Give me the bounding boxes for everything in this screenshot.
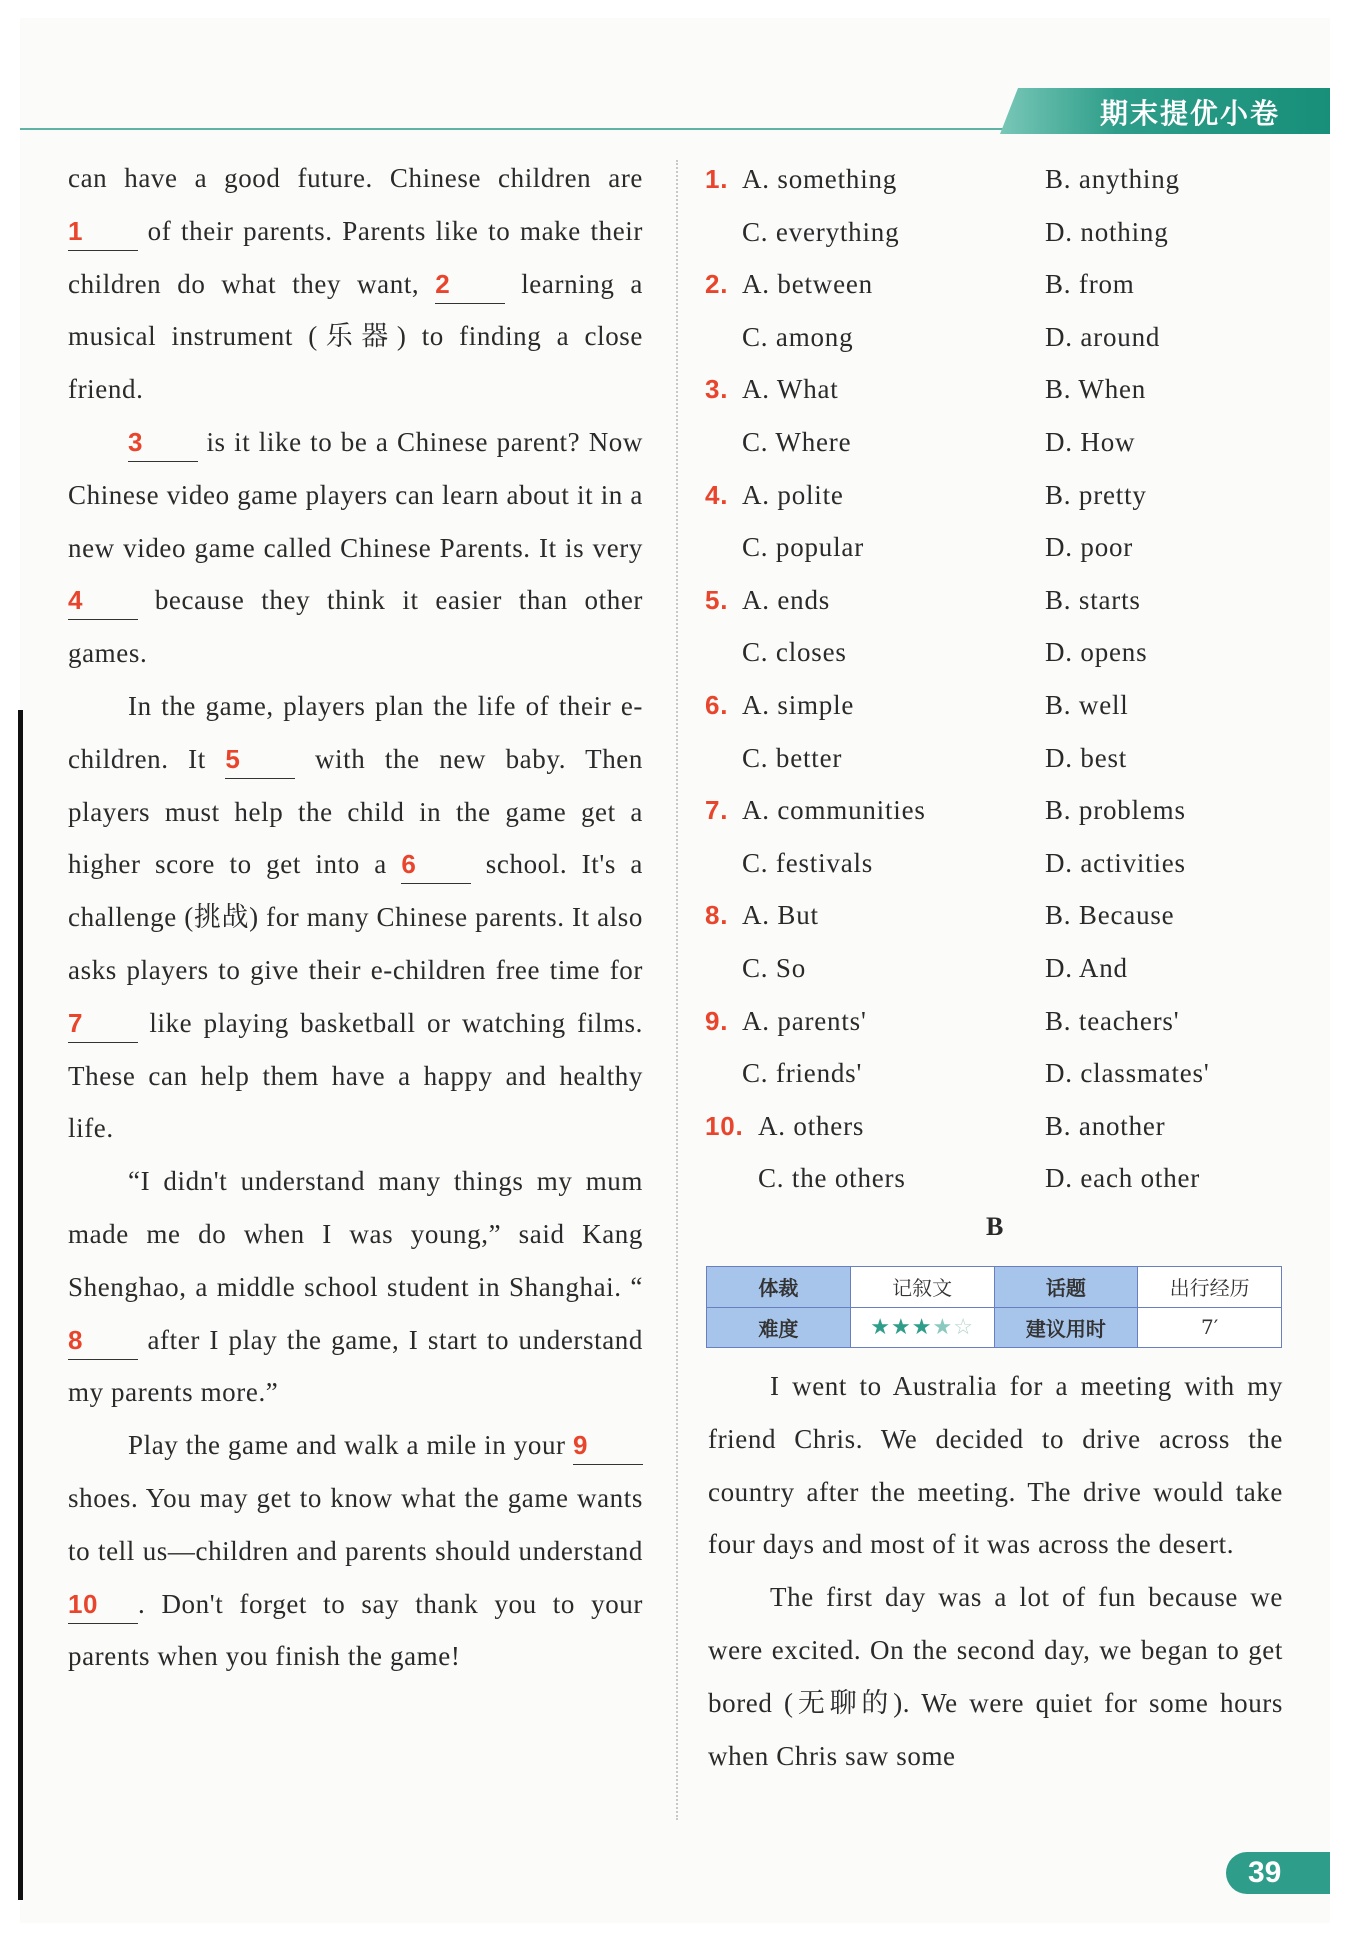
topic-label: 话题 bbox=[994, 1267, 1138, 1308]
option-a: A. But bbox=[742, 900, 819, 931]
option-row bbox=[705, 1047, 1305, 1100]
difficulty-label: 难度 bbox=[707, 1307, 851, 1348]
blank-3: 3 bbox=[128, 423, 198, 462]
option-c: C. everything bbox=[742, 216, 900, 247]
option-c: C. the others bbox=[758, 1163, 906, 1194]
star-half-icon: ★ bbox=[932, 1314, 954, 1340]
option-row bbox=[705, 679, 1305, 732]
genre-label: 体裁 bbox=[707, 1267, 851, 1308]
option-c: C. So bbox=[742, 952, 807, 983]
passage-info-table bbox=[706, 1266, 1282, 1348]
option-d: D. best bbox=[1045, 742, 1128, 773]
star-full-icon: ★ bbox=[911, 1314, 933, 1340]
passage-text: school. It's a challenge (挑战) for many Chinese parents. It also asks players to give their e-children free time for bbox=[68, 849, 643, 985]
blank-10: 10 bbox=[68, 1585, 138, 1624]
passage-text: like playing basketball or watching films. These can help them have a happy and healthy life. bbox=[68, 1007, 643, 1144]
option-row bbox=[705, 995, 1305, 1048]
star-rating-icons bbox=[870, 1315, 974, 1340]
option-a: A. something bbox=[742, 164, 898, 194]
passage-paragraph bbox=[68, 1419, 643, 1683]
option-a: A. communities bbox=[742, 795, 926, 826]
time-value: 7′ bbox=[1138, 1307, 1282, 1348]
option-d: D. each other bbox=[1045, 1163, 1201, 1194]
option-row bbox=[705, 732, 1305, 785]
option-d: D. activities bbox=[1045, 847, 1186, 878]
question-number: 6. bbox=[705, 689, 729, 720]
passage-text: “I didn't understand many things my mum made me do when I was young,” said Kang Shenghao, a middle school student in Shanghai. “ bbox=[68, 1166, 643, 1302]
blank-7: 7 bbox=[68, 1004, 138, 1043]
cloze-passage bbox=[68, 152, 643, 1683]
star-full-icon: ★ bbox=[870, 1314, 892, 1340]
option-c: C. festivals bbox=[742, 847, 874, 878]
passage-paragraph bbox=[68, 416, 643, 680]
option-row bbox=[705, 206, 1305, 259]
option-row bbox=[705, 521, 1305, 574]
option-b: B. Because bbox=[1045, 900, 1175, 931]
passage-text: because they think it easier than other games. bbox=[68, 585, 643, 669]
question-number: 2. bbox=[705, 269, 729, 300]
passage-text: shoes. You may get to know what the game wants to tell us—children and parents should understand bbox=[68, 1482, 643, 1566]
genre-value: 记叙文 bbox=[850, 1267, 994, 1308]
option-row bbox=[705, 942, 1305, 995]
passage-paragraph bbox=[68, 680, 643, 1155]
column-divider bbox=[676, 160, 678, 1820]
page-number: 39 bbox=[1226, 1852, 1330, 1894]
option-a: A. others bbox=[758, 1110, 865, 1141]
option-c: C. popular bbox=[742, 532, 864, 563]
option-row bbox=[705, 416, 1305, 469]
question-number: 8. bbox=[705, 900, 729, 931]
passage-text: . Don't forget to say thank you to your parents when you finish the game! bbox=[68, 1588, 643, 1672]
option-row bbox=[705, 153, 1305, 206]
header-title: 期末提优小卷 bbox=[1100, 97, 1281, 130]
question-number: 4. bbox=[705, 479, 729, 510]
option-c: C. among bbox=[742, 321, 854, 352]
passage-text: is it like to be a Chinese parent? Now Chinese video game players can learn about it in a new video game called Chinese Parents. It is very bbox=[68, 426, 643, 563]
binding-edge bbox=[18, 710, 23, 1900]
option-b: B. When bbox=[1045, 374, 1147, 405]
passage-paragraph: I went to Australia for a meeting with my friend Chris. We decided to drive across the country after the meeting. The drive would take four days and most of it was across the desert. bbox=[708, 1371, 1283, 1560]
option-row bbox=[705, 1100, 1305, 1153]
time-label: 建议用时 bbox=[994, 1307, 1138, 1348]
option-a: A. polite bbox=[742, 479, 844, 510]
option-c: C. friends' bbox=[742, 1058, 863, 1089]
blank-9: 9 bbox=[573, 1426, 643, 1465]
option-row bbox=[705, 469, 1305, 522]
option-b: B. another bbox=[1045, 1110, 1166, 1141]
passage-text: Play the game and walk a mile in your bbox=[128, 1430, 573, 1461]
option-d: D. poor bbox=[1045, 532, 1134, 563]
option-row bbox=[705, 1152, 1305, 1205]
option-b: B. well bbox=[1045, 689, 1129, 720]
blank-8: 8 bbox=[68, 1321, 138, 1360]
passage-paragraph bbox=[68, 152, 643, 416]
star-full-icon: ★ bbox=[891, 1314, 912, 1340]
option-c: C. better bbox=[742, 742, 843, 773]
option-b: B. starts bbox=[1045, 584, 1141, 615]
option-d: D. opens bbox=[1045, 637, 1148, 668]
option-b: B. from bbox=[1045, 269, 1135, 300]
section-label: B bbox=[986, 1212, 1004, 1241]
passage-text: In the game, players plan the life of their e-children. It bbox=[68, 690, 643, 774]
option-a: A. What bbox=[742, 374, 839, 405]
option-b: B. pretty bbox=[1045, 479, 1147, 510]
option-a: A. simple bbox=[742, 689, 855, 720]
option-row bbox=[705, 574, 1305, 627]
question-number: 7. bbox=[705, 795, 729, 826]
passage-text: with the new baby. Then players must help the child in the game get a higher score to get into a bbox=[68, 743, 643, 880]
option-a: A. ends bbox=[742, 584, 831, 615]
passage-text: can have a good future. Chinese children are bbox=[68, 163, 643, 193]
question-number: 5. bbox=[705, 584, 729, 615]
topic-value: 出行经历 bbox=[1138, 1267, 1282, 1308]
passage-paragraph: The first day was a lot of fun because we were excited. On the second day, we began to get bored (无聊的). We were quiet for some hours when Chris saw some bbox=[708, 1582, 1283, 1771]
option-a: A. between bbox=[742, 269, 873, 300]
option-row bbox=[705, 889, 1305, 942]
question-number: 9. bbox=[705, 1005, 729, 1036]
reading-passage-b bbox=[708, 1360, 1283, 1782]
option-c: C. closes bbox=[742, 637, 847, 668]
option-b: B. problems bbox=[1045, 795, 1186, 826]
option-row bbox=[705, 363, 1305, 416]
option-d: D. nothing bbox=[1045, 216, 1169, 247]
blank-5: 5 bbox=[225, 740, 295, 779]
options-list bbox=[705, 153, 1305, 1205]
option-b: B. teachers' bbox=[1045, 1005, 1180, 1036]
star-empty-icon: ☆ bbox=[953, 1314, 974, 1340]
option-c: C. Where bbox=[742, 426, 852, 457]
option-d: D. around bbox=[1045, 321, 1161, 352]
option-row bbox=[705, 258, 1305, 311]
option-b: B. anything bbox=[1045, 164, 1180, 194]
passage-text: of their parents. Parents like to make their children do what they want, bbox=[68, 215, 643, 299]
option-d: D. classmates' bbox=[1045, 1058, 1210, 1089]
blank-1: 1 bbox=[68, 212, 138, 251]
passage-text: learning a musical instrument (乐器) to finding a close friend. bbox=[68, 268, 644, 405]
option-row bbox=[705, 626, 1305, 679]
blank-4: 4 bbox=[68, 581, 138, 620]
blank-2: 2 bbox=[435, 265, 505, 304]
option-d: D. How bbox=[1045, 426, 1136, 457]
passage-text: after I play the game, I start to understand my parents more.” bbox=[68, 1324, 643, 1408]
option-row bbox=[705, 837, 1305, 890]
difficulty-rating bbox=[850, 1307, 994, 1348]
blank-6: 6 bbox=[401, 845, 471, 884]
option-a: A. parents' bbox=[742, 1005, 867, 1036]
question-number: 3. bbox=[705, 374, 729, 405]
header-rule bbox=[20, 128, 1020, 130]
option-row bbox=[705, 784, 1305, 837]
option-d: D. And bbox=[1045, 952, 1128, 983]
question-number: 1. bbox=[705, 164, 729, 194]
passage-paragraph bbox=[68, 1155, 643, 1419]
question-number: 10. bbox=[705, 1110, 744, 1141]
option-row bbox=[705, 311, 1305, 364]
